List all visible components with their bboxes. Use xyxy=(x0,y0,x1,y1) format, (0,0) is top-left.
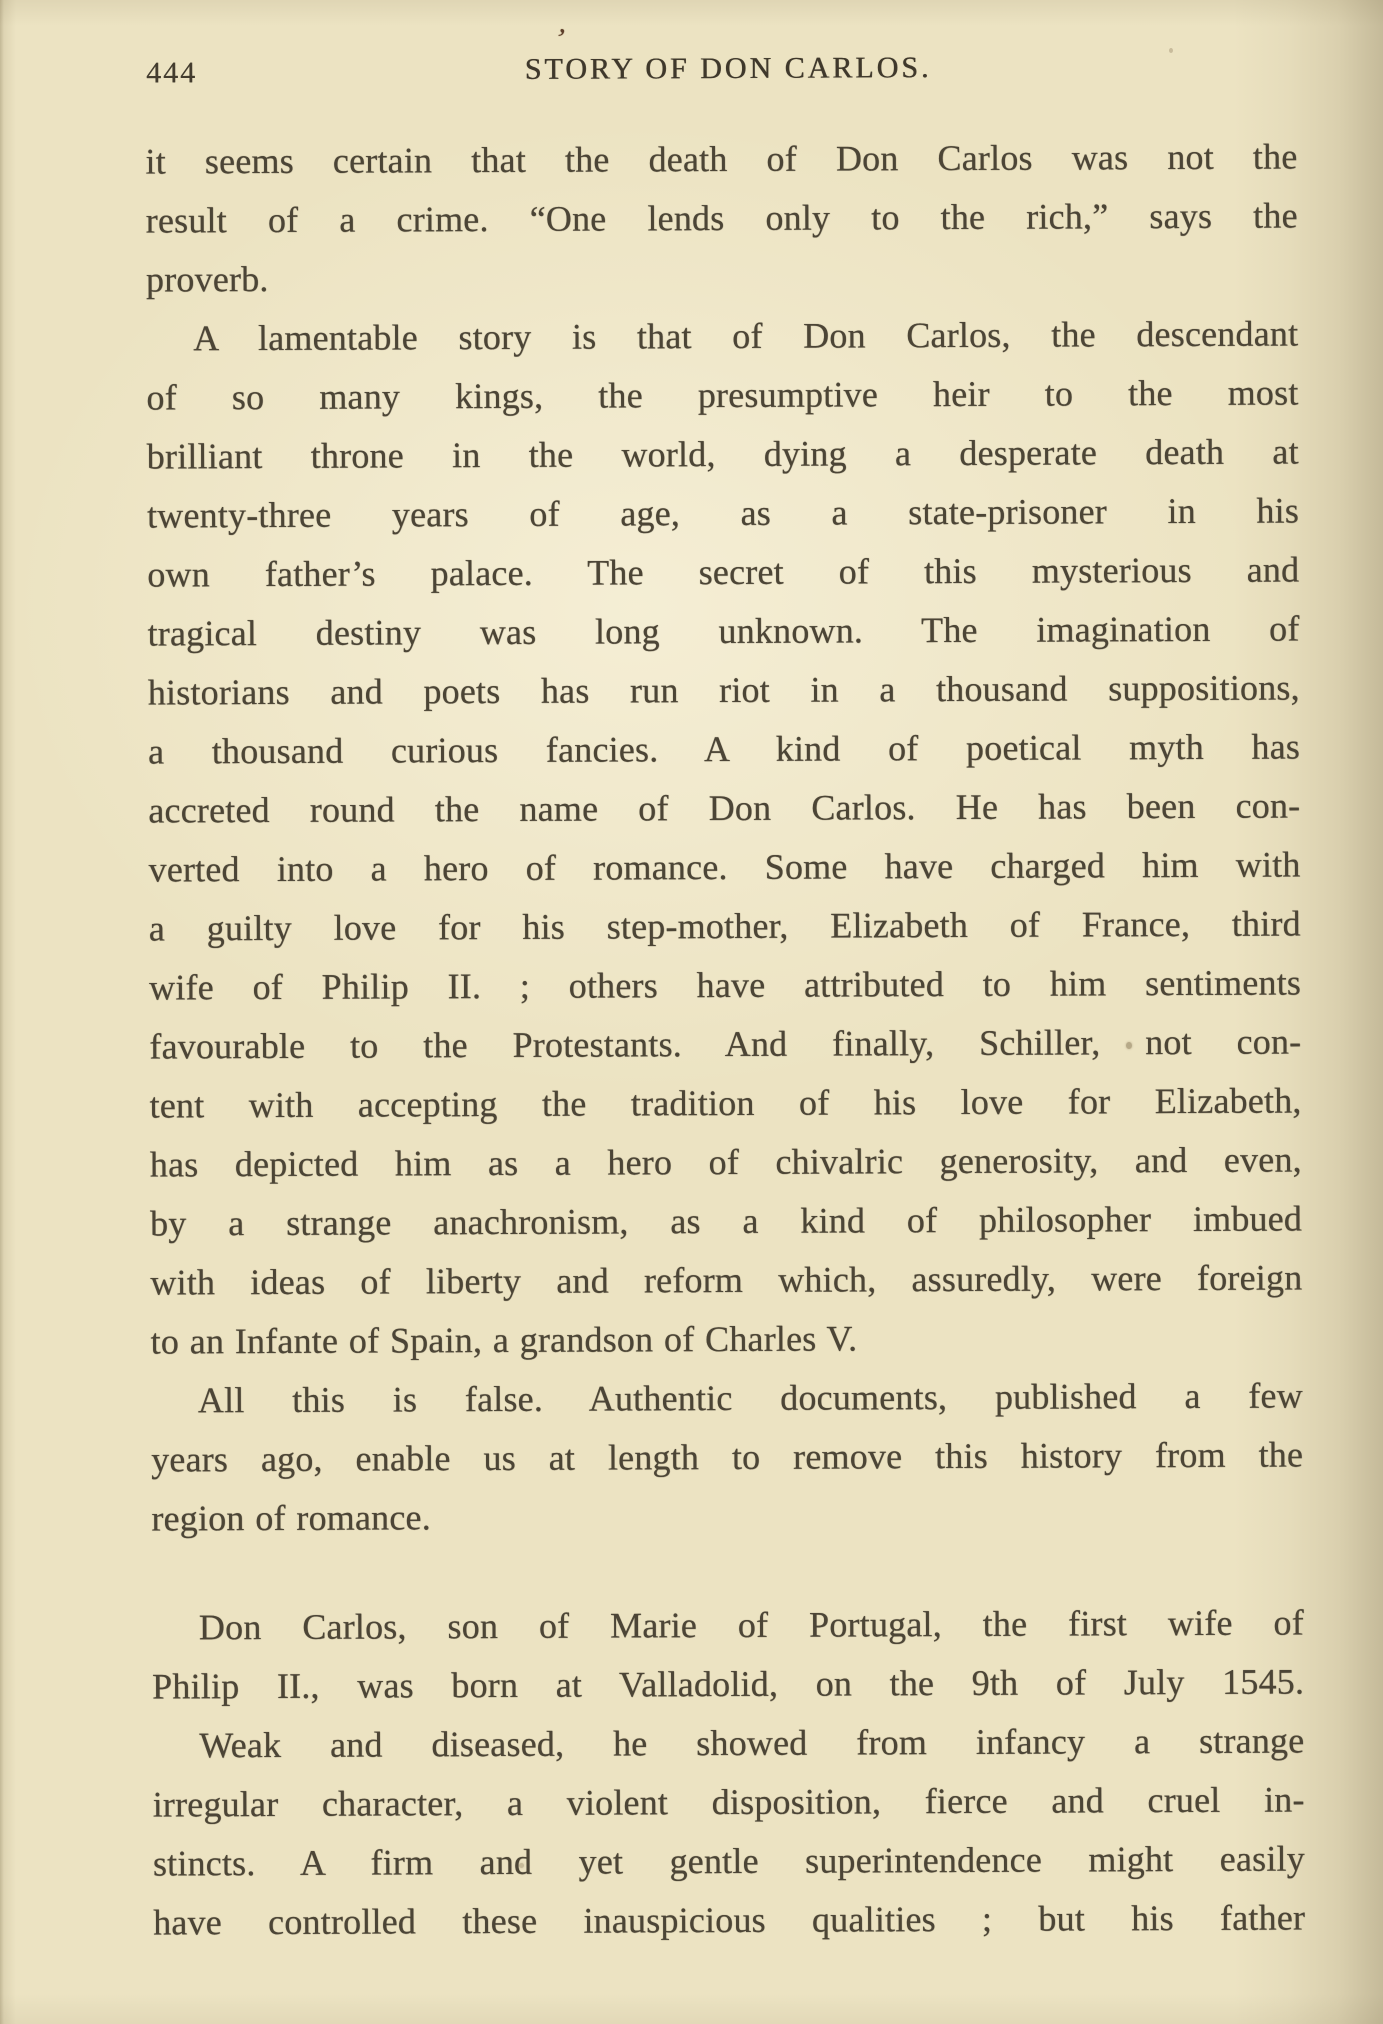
running-title-wrap xyxy=(159,22,1297,93)
text-line: brilliant throne in the world, dying a desperate death at xyxy=(146,431,1299,477)
text-line: years ago, enable us at length to remove this history from the xyxy=(151,1434,1304,1480)
text-line: historians and poets has run riot in a thousand suppositions, xyxy=(147,667,1300,713)
text-line: stincts. A firm and yet gentle superintendence might easily xyxy=(152,1838,1305,1884)
text-line: Weak and diseased, he showed from infancy a strange xyxy=(199,1720,1305,1766)
text-line: by a strange anachronism, as a kind of philosopher imbued xyxy=(150,1198,1303,1244)
text-line: result of a crime. “One lends only to the rich,” says the xyxy=(145,195,1298,241)
text-line: All this is false. Authentic documents, published a few xyxy=(197,1375,1303,1421)
text-line: twenty-three years of age, as a state-prisoner in his xyxy=(146,490,1300,536)
paragraph-section-start xyxy=(152,1593,1305,1716)
text-line: a thousand curious fancies. A kind of poetical myth has xyxy=(147,726,1301,772)
text-line: to an Infante of Spain, a grandson of Charles V. xyxy=(150,1318,858,1362)
text-line: Don Carlos, son of Marie of Portugal, the first wife of xyxy=(198,1602,1304,1648)
page-content xyxy=(145,22,1306,1952)
text-line: own father’s palace. The secret of this mysterious and xyxy=(147,549,1300,595)
paper-speck xyxy=(519,1863,524,1868)
text-line: irregular character, a violent disposition, fierce and cruel in- xyxy=(152,1779,1305,1825)
paragraph xyxy=(146,304,1303,1371)
text-line: of so many kings, the presumptive heir to the most xyxy=(146,372,1299,418)
ink-speck-icon: ’ xyxy=(551,22,569,57)
text-line: accreted round the name of Don Carlos. He has been con- xyxy=(148,785,1301,831)
text-line: region of romance. xyxy=(151,1497,431,1539)
page-number: 444 xyxy=(146,56,198,90)
text-line: have controlled these inauspicious qualities ; but his father xyxy=(153,1897,1306,1943)
paragraph xyxy=(152,1711,1305,1952)
text-line: favourable to the Protestants. And finally, Schiller, not con- xyxy=(149,1021,1302,1067)
page-header xyxy=(145,22,1297,90)
text-line: it seems certain that the death of Don Carlos was not the xyxy=(145,136,1298,182)
paragraph xyxy=(145,127,1298,309)
text-line: with ideas of liberty and reform which, assuredly, were foreign xyxy=(150,1257,1303,1303)
text-line: has depicted him as a hero of chivalric generosity, and even, xyxy=(149,1139,1302,1185)
text-line: tragical destiny was long unknown. The imagination of xyxy=(147,608,1300,654)
text-line: a guilty love for his step-mother, Elizabeth of France, third xyxy=(148,903,1301,949)
paper-speck xyxy=(1169,48,1173,53)
text-line: verted into a hero of romance. Some have charged him with xyxy=(148,844,1301,890)
running-title: STORY OF DON CARLOS. xyxy=(524,51,932,86)
paper-speck xyxy=(1126,1042,1132,1049)
page-body xyxy=(145,127,1305,1952)
text-line: proverb. xyxy=(145,258,269,300)
text-line: tent with accepting the tradition of his love for Elizabeth, xyxy=(149,1080,1302,1126)
paragraph xyxy=(151,1366,1304,1548)
text-line: Philip II., was born at Valladolid, on the 9th of July 1545. xyxy=(152,1661,1305,1707)
text-line: wife of Philip II. ; others have attributed to him sentiments xyxy=(148,962,1302,1008)
text-line: A lamentable story is that of Don Carlos, the descendant xyxy=(193,313,1299,359)
